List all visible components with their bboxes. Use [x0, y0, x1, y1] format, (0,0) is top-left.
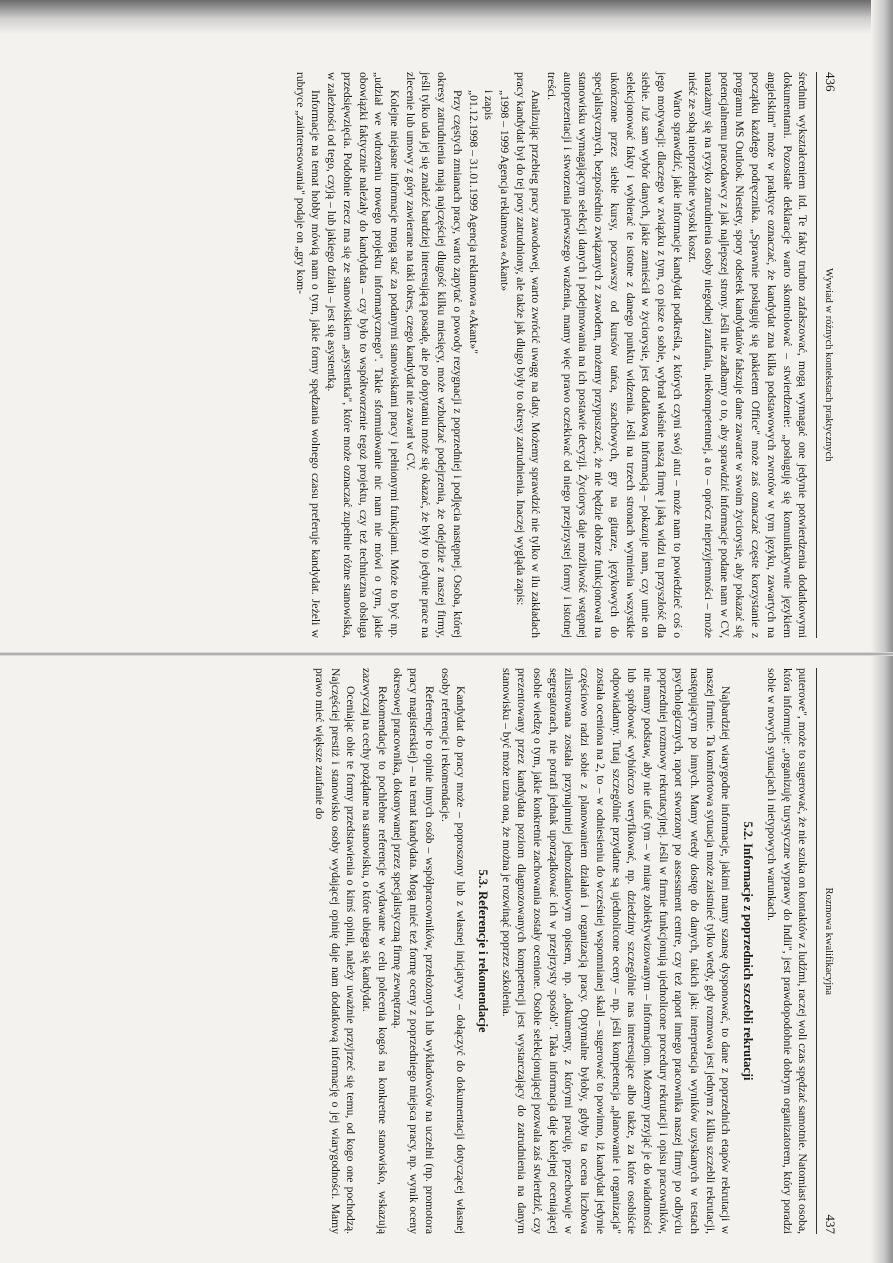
paragraph: Najbardziej wiarygodne informacje, jakimi mamy szansę dysponować, to dane z poprzednich etapów rekrutacji w naszej firmie. Ta komfortowa sytuacja może zaistnieć tylko wtedy, gdy rozmowa jest jednym z kilku szczebli rekrutacji, następującym po innych. Mamy wtedy dostęp do danych, takich jak: interpretacja wyników uzyskanych w testach psychologicznych, raport stworzony po assessment centre, czy też raport innego pracownika naszej firmy po odbyciu poprzedniej rozmowy rekrutacyjnej. Jeśli w firmie funkcjonują ujednolicone procedury rekrutacji i opisu pracowników, nie mamy podstaw, aby nie ufać tym – w miarę zobiektywizowanym – informacjom. Możemy przyjąć je do wiadomości lub spróbować wybiórczo weryfikować, np. dziedziny szczególnie nas interesujące albo także, za które osobiście odpowiadamy. Tutaj szczególnie przydatne są ujednolicone oceny – np. jeśli kompetencja „planowanie i organizacja" została oceniona na 2, to – w odniesieniu do wcześniej wspomnianej skali – sugerować to powinno, iż kandydat jedynie częściowo radzi sobie z planowaniem działań i organizacją pracy. Optymalne byłoby, gdyby ta ocena liczbowa zilustrowana została przynajmniej jednozdaniowym opisem, np. „dokumenty, z którymi pracuję, przechowuje w segregatorach, nie potrafi jednak uporządkować ich w przejrzysty sposób". Taka informacja daje kolejnej oceniającej osobie wiedzę o tym, jakie konkretnie zachowania zostały ocenione. Osobie selekcjonującej pozwala zaś stwierdzić, czy prezentowany przez kandydata poziom diagnozowanych kompetencji jest wystarczający do zatrudnienia na danym stanowisku – być może uzna ona, że można je rozwinąć poprzez szkolenia.: [499, 668, 733, 1234]
paragraph: Referencje to opinie innych osób – współpracowników, przełożonych lub wykładowców na uczelni (np. promotora pracy magisterskiej) – na temat kandydata. Mogą mieć też formę oceny z poprzedniego miejsca pracy, np. wynik oceny okresowej pracownika, dokonywanej przez specjalistyczną firmę zewnętrzną.: [391, 668, 436, 1234]
page-437: [48, 668, 838, 1234]
page-number: 436: [823, 72, 838, 92]
running-head: [816, 668, 838, 1234]
paragraph: Informacje na temat hobby mówią nam o tym, jakie formy spędzania wolnego czasu preferuje kandydat. Jeżeli w rubryce „zainteresowania" podaje on „gry kom-: [293, 72, 323, 638]
running-head-title: Wywiad w różnych kontekstach praktycznych: [823, 267, 834, 462]
page-number: 437: [823, 1214, 838, 1234]
and-record: i zapis: [482, 90, 496, 120]
scan-edge-top: [0, 0, 893, 34]
paragraph: Analizując przebieg pracy zawodowej, warto zwrócić uwagę na daty. Możemy sprawdzić nie tylko w ilu zakładach pracy kandydat był do tej pory zatrudniony, ale także jak długo były to okresy zatrudnienia. Inaczej wygląda zapis:: [513, 72, 543, 638]
paragraph: Kandydat do pracy może – poproszony lub z własnej inicjatywy – dołączyć do dokumentacji dotyczącej własnej osoby referencje i rekomendacje.: [438, 668, 468, 1234]
paragraph: Warto sprawdzić, jakie informacje kandydat podkreśla, z których czyni swój atut – może nam to powiedzieć coś o jego motywacji: dlaczego w związku z tym, co pisze o sobie, wybrał właśnie naszą firmę i jaką widzi tu przyszłość dla siebie. Już sam wybór danych, jakie zamieścił w życiorysie, jest dodatkową informacją – pokazuje nam, czy umie on selekcjonować fakty i wybierać te istotne z danego punktu widzenia. Jeśli na trzech stronach wymienia wszystkie ukończone przez siebie kursy, poczawszy od kursów tańca, szachowych, gry na gitarze, językowych do specjalistycznych, bezpośrednio związanych z zawodem, możemy przypuszczać, że nie będzie dobrze funkcjonował na stanowisku wymagającym selekcji danych i podejmowania na ich postawie decyzji. Życiorys daje możliwość wstępnej autoprezentacji i stworzenia pierwszego wrażenia, mamy więc prawo oczekiwać od niego przejrzystej formy i istotnej treści.: [545, 72, 684, 638]
section-heading: 5.2. Informacje z poprzednich szczebli rekrutacji: [741, 821, 756, 1081]
section-heading: 5.3. Referencje i rekomendacje: [475, 869, 490, 1033]
paragraph: Kolejne niejasne informacje mogą stać za podanymi stanowiskami pracy i pełnionymi funkcjami. Może to być np. „udział we wdrożeniu nowego projektu informatycznego". Takie sformułowanie nic nam nie mówi o tym, jakie obowiązki faktycznie należały do kandydata – czy było to współtworzenie tegoż projektu, czy też techniczna obsługa przedsięwzięcia. Podobnie rzecz ma się ze stanowiskiem „asystentka", które może oznaczać zupełnie różne stanowiska, w zależności od tego, czyją – lub jakiego działu – jest się asystentką.: [325, 72, 402, 638]
running-head: [816, 72, 838, 638]
scan-edge-right: [871, 0, 893, 1263]
paragraph: Oceniając obie te formy przedstawienia o kimś opinii, należy uważnie przyjrzeć się temu, od kogo one pochodzą. Najczęściej prestiż i stanowisko osoby wydającej opinię daje nam dodatkową informację o jej wiarygodności. Mamy prawo mieć większe zaufanie do: [312, 668, 358, 1234]
paragraph: Rekomendacje to pochlebne referencje wydawane w celu polecenia kogoś na konkretne stanowisko, wskazują zazwyczaj na cechy pożądane na stanowisku, o które ubiega się kandydat.: [360, 668, 389, 1234]
paragraph: Przy częstych zmianach pracy, warto zapytać o powody rezygnacji z poprzedniej i podjęcia następnej. Osoba, której okresy zatrudnienia mają najczęściej długość kilku miesięcy, może wzbudzać podejrzenia, że odejdzie z naszej firmy, jeśli tylko uda jej się znaleźć bardziej interesującą posadę, ale po dopytaniu może się okazać, że były to jedynie prace na zlecenie lub umowy z góry zawierane na taki okres, czego kandydat nie zawarł w CV.: [403, 72, 464, 638]
dated-entry: „01.12.1998 – 31.01.1999 Agencja reklamowa «Akant»": [466, 90, 480, 354]
page-divider: [0, 652, 893, 656]
paragraph: średnim wykształceniem itd. Te fakty trudno zafałszować, mogą wymagać one jedynie potwierdzenia dodatkowymi dokumentami. Pozostałe deklaracje warto skontrolować – stwierdzenie: „posługuję się komunikatywnie językiem angielskim" może w praktyce oznaczać, że kandydat zna kilka podstawowych zwrotów w tym języku, zawartych na początku każdego podręcznika. „Sprawnie posługuję się pakietem Office" może zaś oznaczać częste korzystanie z programu MS Outlook. Niestety, spory odsetek kandydatów fałszuje dane zawarte w swoim życiorysie, aby pokazać się potencjalnemu pracodawcy z jak najlepszej strony. Jeśli nie zadbamy o to, aby sprawdzić informacje podane nam w CV, narażamy się na ryzyko zatrudnienia osoby niegodnej zaufania, niekompetentnej, a to – oprócz nieprzyjemności – może nieść ze sobą nieoprzebnie wysoki koszt.: [686, 72, 810, 638]
dated-entry: „1998 – 1999 Agencja reklamowa «Akant»: [497, 90, 511, 292]
paragraph: puterowe", może to sugerować, że nie szuka on kontaktów z ludźmi, raczej woli czas spędzać samotnie. Natomiast osoba, która informuje: „organizuję turystyczne wyprawy do Indii", jest prawdopodobnie dobrym organizatorem, który poradzi sobie w nowych sytuacjach i nietypowych warunkach.: [764, 668, 810, 1234]
page-436: [48, 72, 838, 638]
running-head-title: Rozmowa kwalifikacyjna: [823, 887, 834, 996]
